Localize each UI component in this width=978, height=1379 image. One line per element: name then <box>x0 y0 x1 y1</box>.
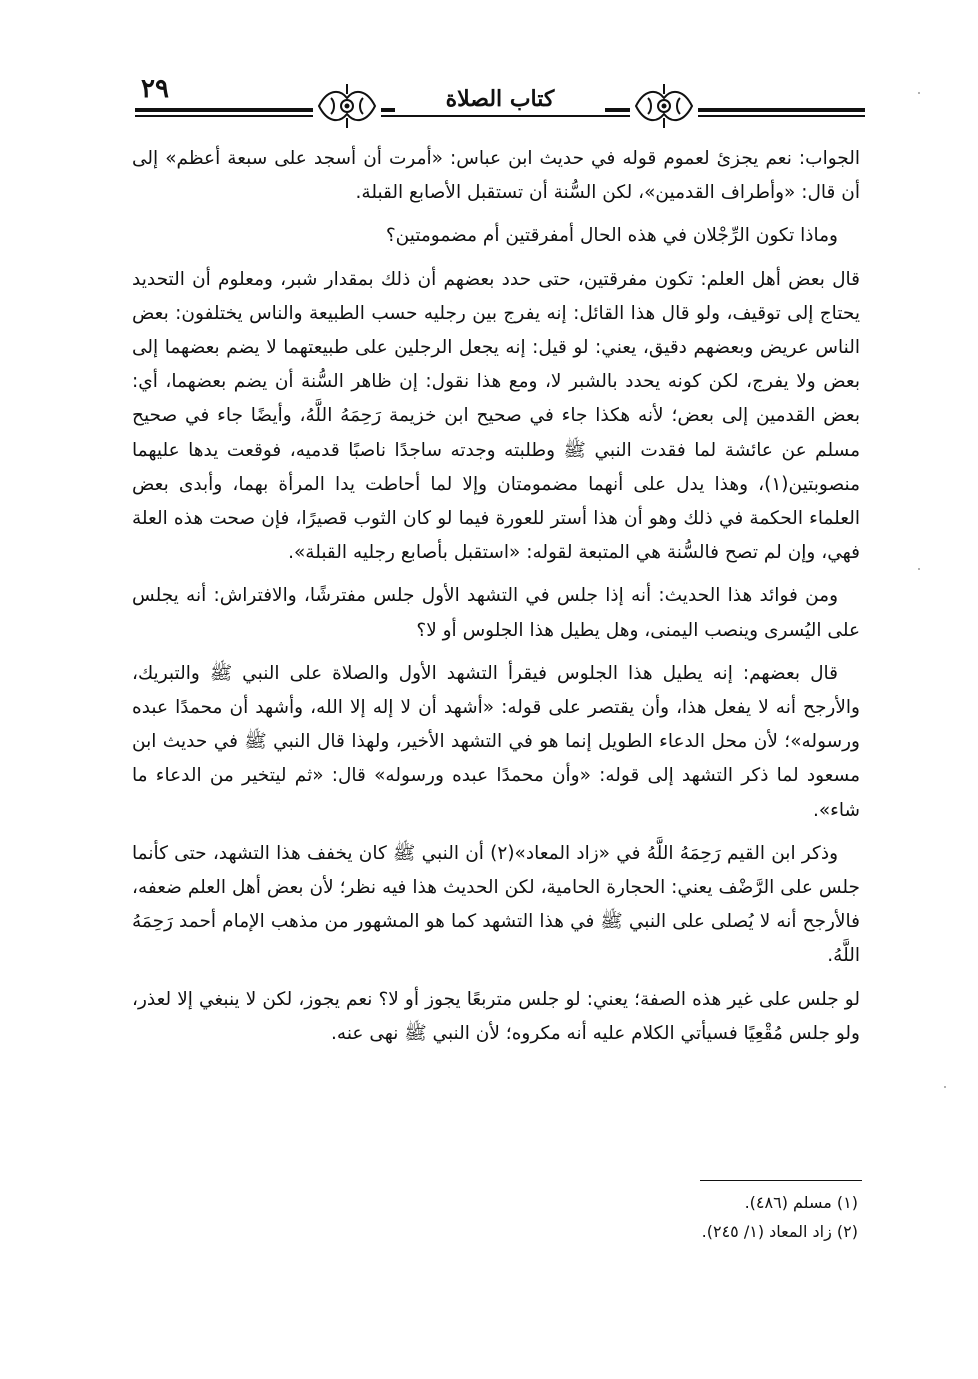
scan-speck <box>918 92 920 94</box>
page-number: ٢٩ <box>141 74 169 104</box>
page-header <box>135 74 865 134</box>
scan-speck <box>944 1086 946 1088</box>
running-title: كتاب الصلاة <box>395 86 605 112</box>
footnote-item: (٢) زاد المعاد (١/ ٢٤٥). <box>701 1222 858 1241</box>
paragraph-tashahhud: قال بعضهم: إنه يطيل هذا الجلوس فيقرأ التشهد الأول والصلاة على النبي ﷺ والتبريك، والأرجح أنه لا يفعل هذا، وأن يقتصر على قوله: «أشهد أن لا إله إلا الله، وأشهد أن محمدًا عبده ورسوله»؛ لأن محل الدعاء الطويل إنما هو في التشهد الأخير، ولهذا قال النبي ﷺ في حديث ابن مسعود لما ذكر التشهد إلى قوله: «وأن محمدًا عبده ورسوله» قال: «ثم ليتخير من الدعاء ما شاء». <box>132 662 860 821</box>
paragraph-ibn-qayyim: وذكر ابن القيم رَحِمَهُ اللَّهُ في «زاد المعاد»(٢) أن النبي ﷺ كان يخفف هذا التشهد، حتى كأنما جلس على الرَّضْف يعني: الحجارة الحامية، لكن الحديث هذا فيه نظر؛ لأن بعض أهل العلم ضعفه، فالأرجح أنه لا يُصلى على النبي ﷺ في هذا التشهد كما هو المشهور من مذهب الإمام أحمد رَحِمَهُ اللَّهُ. <box>132 842 860 967</box>
footnotes <box>500 1188 862 1246</box>
paragraph-answer: الجواب: نعم يجزئ لعموم قوله في حديث ابن عباس: «أمرت أن أسجد على سبعة أعظم» إلى أن قال: «وأطراف القدمين»، لكن السُّنة أن تستقبل الأصابع القبلة. <box>132 148 860 204</box>
main-text <box>132 142 860 1060</box>
paragraph-sitting: لو جلس على غير هذه الصفة؛ يعني: لو جلس متربعًا يجوز أو لا؟ نعم يجوز، لكن لا ينبغي إلا لعذر، ولو جلس مُقْعِيًا فسيأتي الكلام عليه أنه مكروه؛ لأن النبي ﷺ نهى عنه. <box>132 988 860 1044</box>
paragraph-question: وماذا تكون الرِّجْلان في هذه الحال أمفرقتين أم مضمومتين؟ <box>385 225 838 247</box>
footnote-item: (١) مسلم (٤٨٦). <box>744 1193 858 1212</box>
scan-speck <box>918 568 920 570</box>
paragraph-scholars: قال بعض أهل العلم: تكون مفرقتين، حتى حدد بعضهم أن ذلك بمقدار شبر، ومعلوم أن التحديد يحتاج إلى توقيف، ولو قال هذا القائل: إنه يفرج بين رجليه حسب الطبيعة والناس يختلفون: بعض الناس عريض وبعضهم دقيق، يعني: لو قيل: إنه يجعل الرجلين على طبيعتهما لا يضم بعضهما إلى بعض ولا يفرج، لكن كونه يحدد بالشبر لا، ومع هذا نقول: إن ظاهر السُّنة أن يضم بعضهما، أي: بعض القدمين إلى بعض؛ لأنه هكذا جاء في صحيح ابن خزيمة رَحِمَهُ اللَّهُ، وأيضًا جاء في صحيح مسلم عن عائشة لما فقدت النبي ﷺ وطلبته وجدته ساجدًا ناصبًا قدميه، فوقعت يدها عليهما منصوبتين(١)، وهذا يدل على أنهما مضمومتان وإلا لما أحاطت يدا المرأة بهما، وأبدى بعض العلماء الحكمة في ذلك وهو أن هذا أستر للعورة فيما لو كان الثوب قصيرًا، فإن صحت هذه العلة فهي، وإن لم تصح فالسُّنة هي المتبعة لقوله: «استقبل بأصابع رجليه القبلة». <box>132 268 860 564</box>
floral-ornament-icon <box>630 80 698 132</box>
header-rule-thin <box>135 115 865 117</box>
footnote-separator <box>700 1180 862 1181</box>
floral-ornament-icon <box>313 80 381 132</box>
paragraph-benefits: ومن فوائد هذا الحديث: أنه إذا جلس في التشهد الأول جلس مفترشًا، والافتراش: أنه يجلس على اليُسرى وينصب اليمنى، وهل يطيل هذا الجلوس أو لا؟ <box>132 585 860 641</box>
